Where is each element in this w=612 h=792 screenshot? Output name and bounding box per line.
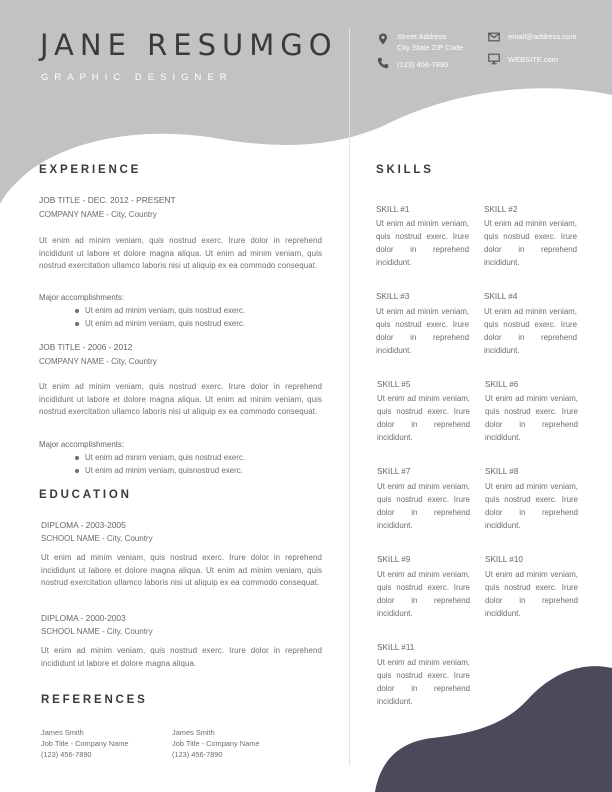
- accomplishment-item: Ut enim ad minim veniam, quisnostrud exerc.: [85, 466, 243, 475]
- diploma-title: DIPLOMA - 2000-2003: [41, 613, 126, 623]
- accomplishment-item: Ut enim ad minim veniam, quis nostrud exerc.: [85, 319, 246, 328]
- email-address[interactable]: email@address.com: [508, 32, 577, 41]
- reference-entry: [41, 727, 129, 760]
- job-description: Ut enim ad minim veniam, quis nostrud exerc. Irure dolor in reprehend incididunt ut labore et dolore magna aliqua. Ut enim ad minim veniam, quis nostrud exercitation ullamco laboris nisi ut aliquip ex ea commodo consequat.: [39, 236, 322, 270]
- skill-title: SKILL #10: [485, 555, 523, 564]
- diploma-title: DIPLOMA - 2003-2005: [41, 520, 126, 530]
- reference-phone: (123) 456-7890: [172, 750, 223, 759]
- skill-description: Ut enim ad minim veniam, quis nostrud exerc. Irure dolor in reprehend incididunt.: [377, 570, 470, 618]
- skill-title: SKILL #9: [377, 555, 411, 564]
- school-name: SCHOOL NAME - City, Country: [41, 627, 153, 636]
- column-divider: [349, 28, 350, 766]
- education-description: Ut enim ad minim veniam, quis nostrud exerc. Irure dolor in reprehend incididunt ut labore et dolore magna aliqua.: [41, 646, 322, 668]
- location-pin-icon: [377, 33, 389, 45]
- skill-title: SKILL #2: [484, 205, 518, 214]
- reference-phone: (123) 456-7890: [41, 750, 92, 759]
- phone-icon: [377, 57, 389, 69]
- website-url[interactable]: WEBSITE.com: [508, 55, 559, 64]
- monitor-icon: [488, 53, 500, 65]
- skill-title: SKILL #6: [485, 380, 519, 389]
- candidate-name: JANE RESUMGO: [40, 28, 338, 62]
- company-name: COMPANY NAME - City, Country: [39, 357, 157, 366]
- skill-title: SKILL #1: [376, 205, 410, 214]
- reference-title: Job Title - Company Name: [172, 739, 260, 748]
- skill-description: Ut enim ad minim veniam, quis nostrud exerc. Irure dolor in reprehend incididunt.: [484, 307, 577, 355]
- accomplishments-label: Major accomplishments:: [39, 440, 125, 449]
- skill-title: SKILL #3: [376, 292, 410, 301]
- accomplishments-label: Major accomplishments:: [39, 293, 125, 302]
- skill-title: SKILL #8: [485, 467, 519, 476]
- skill-title: SKILL #5: [377, 380, 411, 389]
- accomplishment-item: Ut enim ad minim veniam, quis nostrud exerc.: [85, 306, 246, 315]
- skill-title: SKILL #11: [377, 643, 415, 652]
- education-heading: EDUCATION: [39, 489, 132, 501]
- experience-heading: EXPERIENCE: [39, 164, 142, 176]
- address-line1: Street Address: [397, 32, 447, 41]
- skill-description: Ut enim ad minim veniam, quis nostrud exerc. Irure dolor in reprehend incididunt.: [485, 570, 578, 618]
- company-name: COMPANY NAME - City, Country: [39, 210, 157, 219]
- job-description: Ut enim ad minim veniam, quis nostrud exerc. Irure dolor in reprehend incididunt ut labore et dolore magna aliqua. Ut enim ad minim veniam, quis nostrud exercitation ullamco laboris nisi ut aliquip ex ea commodo consequat.: [39, 382, 322, 416]
- address-line2: City State ZIP Code: [397, 43, 464, 52]
- reference-name: James Smith: [41, 728, 84, 737]
- references-heading: REFERENCES: [41, 694, 148, 706]
- phone-number[interactable]: (123) 456-7890: [397, 60, 449, 69]
- candidate-role: GRAPHIC DESIGNER: [41, 72, 233, 83]
- skill-title: SKILL #7: [377, 467, 411, 476]
- reference-name: James Smith: [172, 728, 215, 737]
- education-description: Ut enim ad minim veniam, quis nostrud exerc. Irure dolor in reprehend incididunt ut labore et dolore magna aliqua. Ut enim ad minim veniam, quis nostrud exercitation ullamco laboris nisi ut aliquip ex ea commodo consequat.: [41, 553, 322, 587]
- skill-description: Ut enim ad minim veniam, quis nostrud exerc. Irure dolor in reprehend incididunt.: [485, 394, 578, 442]
- skill-description: Ut enim ad minim veniam, quis nostrud exerc. Irure dolor in reprehend incididunt.: [485, 482, 578, 530]
- skill-description: Ut enim ad minim veniam, quis nostrud exerc. Irure dolor in reprehend incididunt.: [376, 307, 469, 355]
- accomplishment-item: Ut enim ad minim veniam, quis nostrud exerc.: [85, 453, 246, 462]
- skill-title: SKILL #4: [484, 292, 518, 301]
- job-title: JOB TITLE - 2006 - 2012: [39, 342, 133, 352]
- skill-description: Ut enim ad minim veniam, quis nostrud exerc. Irure dolor in reprehend incididunt.: [484, 219, 577, 267]
- skill-description: Ut enim ad minim veniam, quis nostrud exerc. Irure dolor in reprehend incididunt.: [377, 658, 470, 706]
- job-title: JOB TITLE - DEC. 2012 - PRESENT: [39, 195, 176, 205]
- skill-description: Ut enim ad minim veniam, quis nostrud exerc. Irure dolor in reprehend incididunt.: [376, 219, 469, 267]
- reference-entry: [172, 727, 260, 760]
- skill-description: Ut enim ad minim veniam, quis nostrud exerc. Irure dolor in reprehend incididunt.: [377, 482, 470, 530]
- address: [397, 31, 463, 53]
- school-name: SCHOOL NAME - City, Country: [41, 534, 153, 543]
- reference-title: Job Title - Company Name: [41, 739, 129, 748]
- skills-heading: SKILLS: [376, 164, 434, 176]
- envelope-icon: [488, 31, 500, 43]
- skill-description: Ut enim ad minim veniam, quis nostrud exerc. Irure dolor in reprehend incididunt.: [377, 394, 470, 442]
